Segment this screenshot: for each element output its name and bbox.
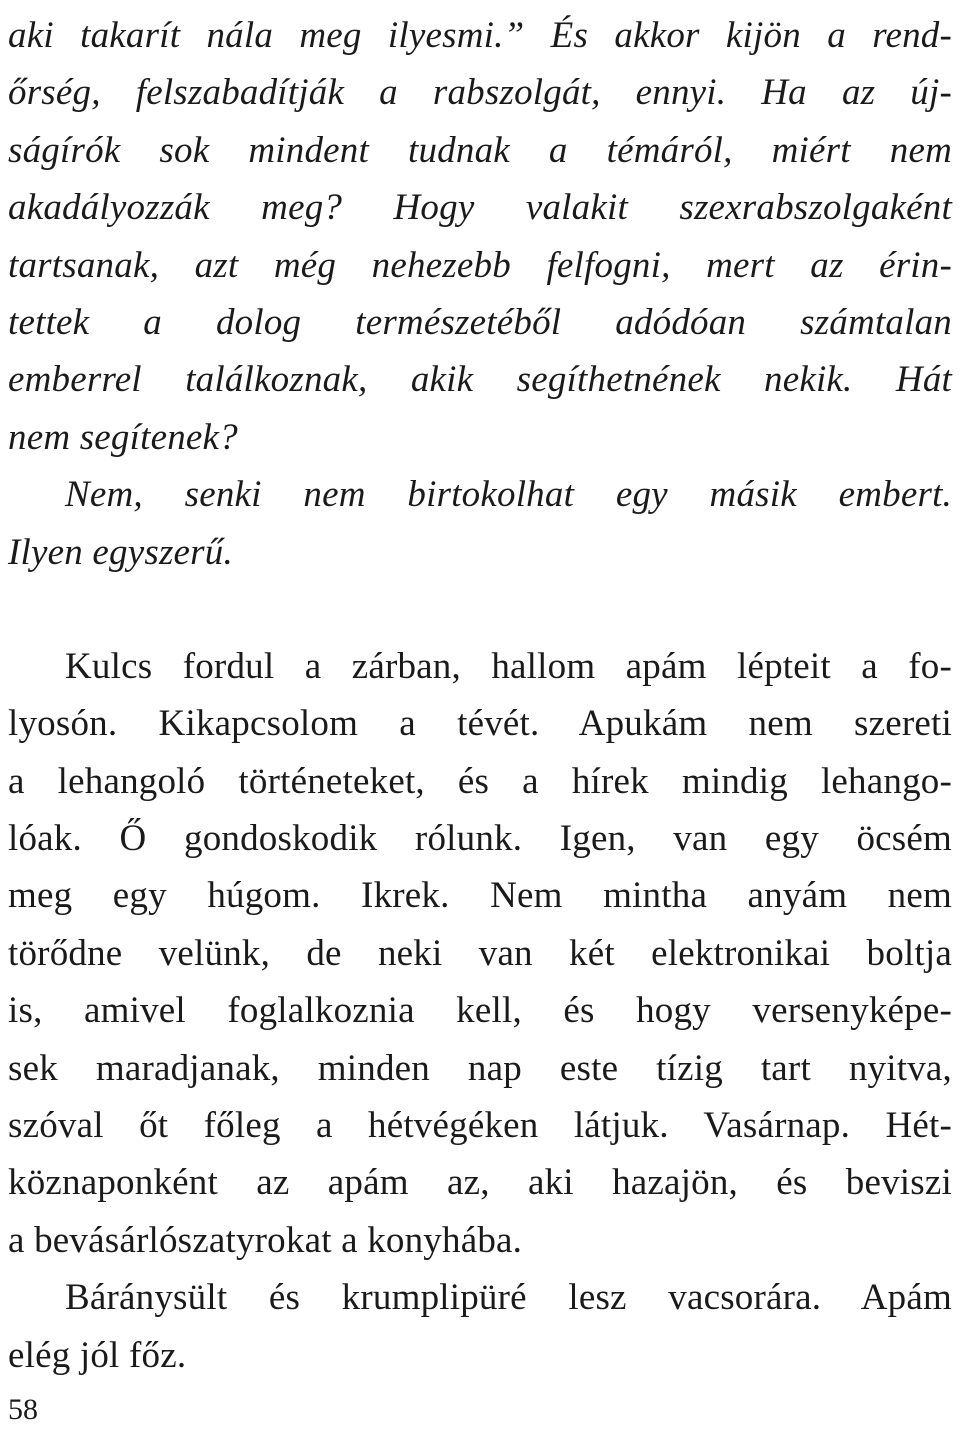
text-line: akadályozzák meg? Hogy valakit szexrabszolgaként	[8, 187, 952, 229]
text-line: Ilyen egyszerű.	[8, 531, 233, 573]
text-line: elég jól főz.	[8, 1334, 187, 1376]
text-line: tettek a dolog természetéből adódóan számtalan	[8, 301, 952, 343]
text-line: Kulcs fordul a zárban, hallom apám lépteit a fo-	[65, 645, 952, 687]
text-line: lyosón. Kikapcsolom a tévét. Apukám nem szereti	[8, 703, 952, 745]
text-line: köznaponként az apám az, aki hazajön, és beviszi	[8, 1162, 952, 1204]
italic-passage	[8, 7, 952, 581]
paragraph-gap	[8, 581, 952, 638]
text-line: is, amivel foglalkoznia kell, és hogy versenyképe-	[8, 990, 952, 1032]
page-number: 58	[8, 1393, 38, 1426]
text-line: emberrel találkoznak, akik segíthetnének nekik. Hát	[8, 359, 952, 401]
text-line: szóval őt főleg a hétvégéken látjuk. Vasárnap. Hét-	[8, 1105, 952, 1147]
text-line: nem segítenek?	[8, 416, 238, 458]
text-line: meg egy húgom. Ikrek. Nem mintha anyám nem	[8, 875, 952, 917]
text-line: ságírók sok mindent tudnak a témáról, miért nem	[8, 129, 952, 171]
text-line: Báránysült és krumplipüré lesz vacsorára. Apám	[65, 1277, 952, 1319]
text-line: Nem, senki nem birtokolhat egy másik embert.	[65, 474, 952, 516]
book-page	[8, 0, 952, 1384]
text-line: tartsanak, azt még nehezebb felfogni, mert az érin-	[8, 244, 952, 286]
text-line: törődne velünk, de neki van két elektronikai boltja	[8, 932, 952, 974]
text-line: aki takarít nála meg ilyesmi.” És akkor kijön a rend-	[8, 15, 952, 56]
text-line: a bevásárlószatyrokat a konyhába.	[8, 1219, 523, 1261]
roman-passage	[8, 638, 952, 1384]
text-line: őrség, felszabadítják a rabszolgát, ennyi. Ha az új-	[8, 72, 952, 114]
text-line: sek maradjanak, minden nap este tízig tart nyitva,	[8, 1047, 952, 1089]
text-line: a lehangoló történeteket, és a hírek mindig lehango-	[8, 760, 952, 802]
text-line: lóak. Ő gondoskodik rólunk. Igen, van egy öcsém	[8, 818, 952, 860]
